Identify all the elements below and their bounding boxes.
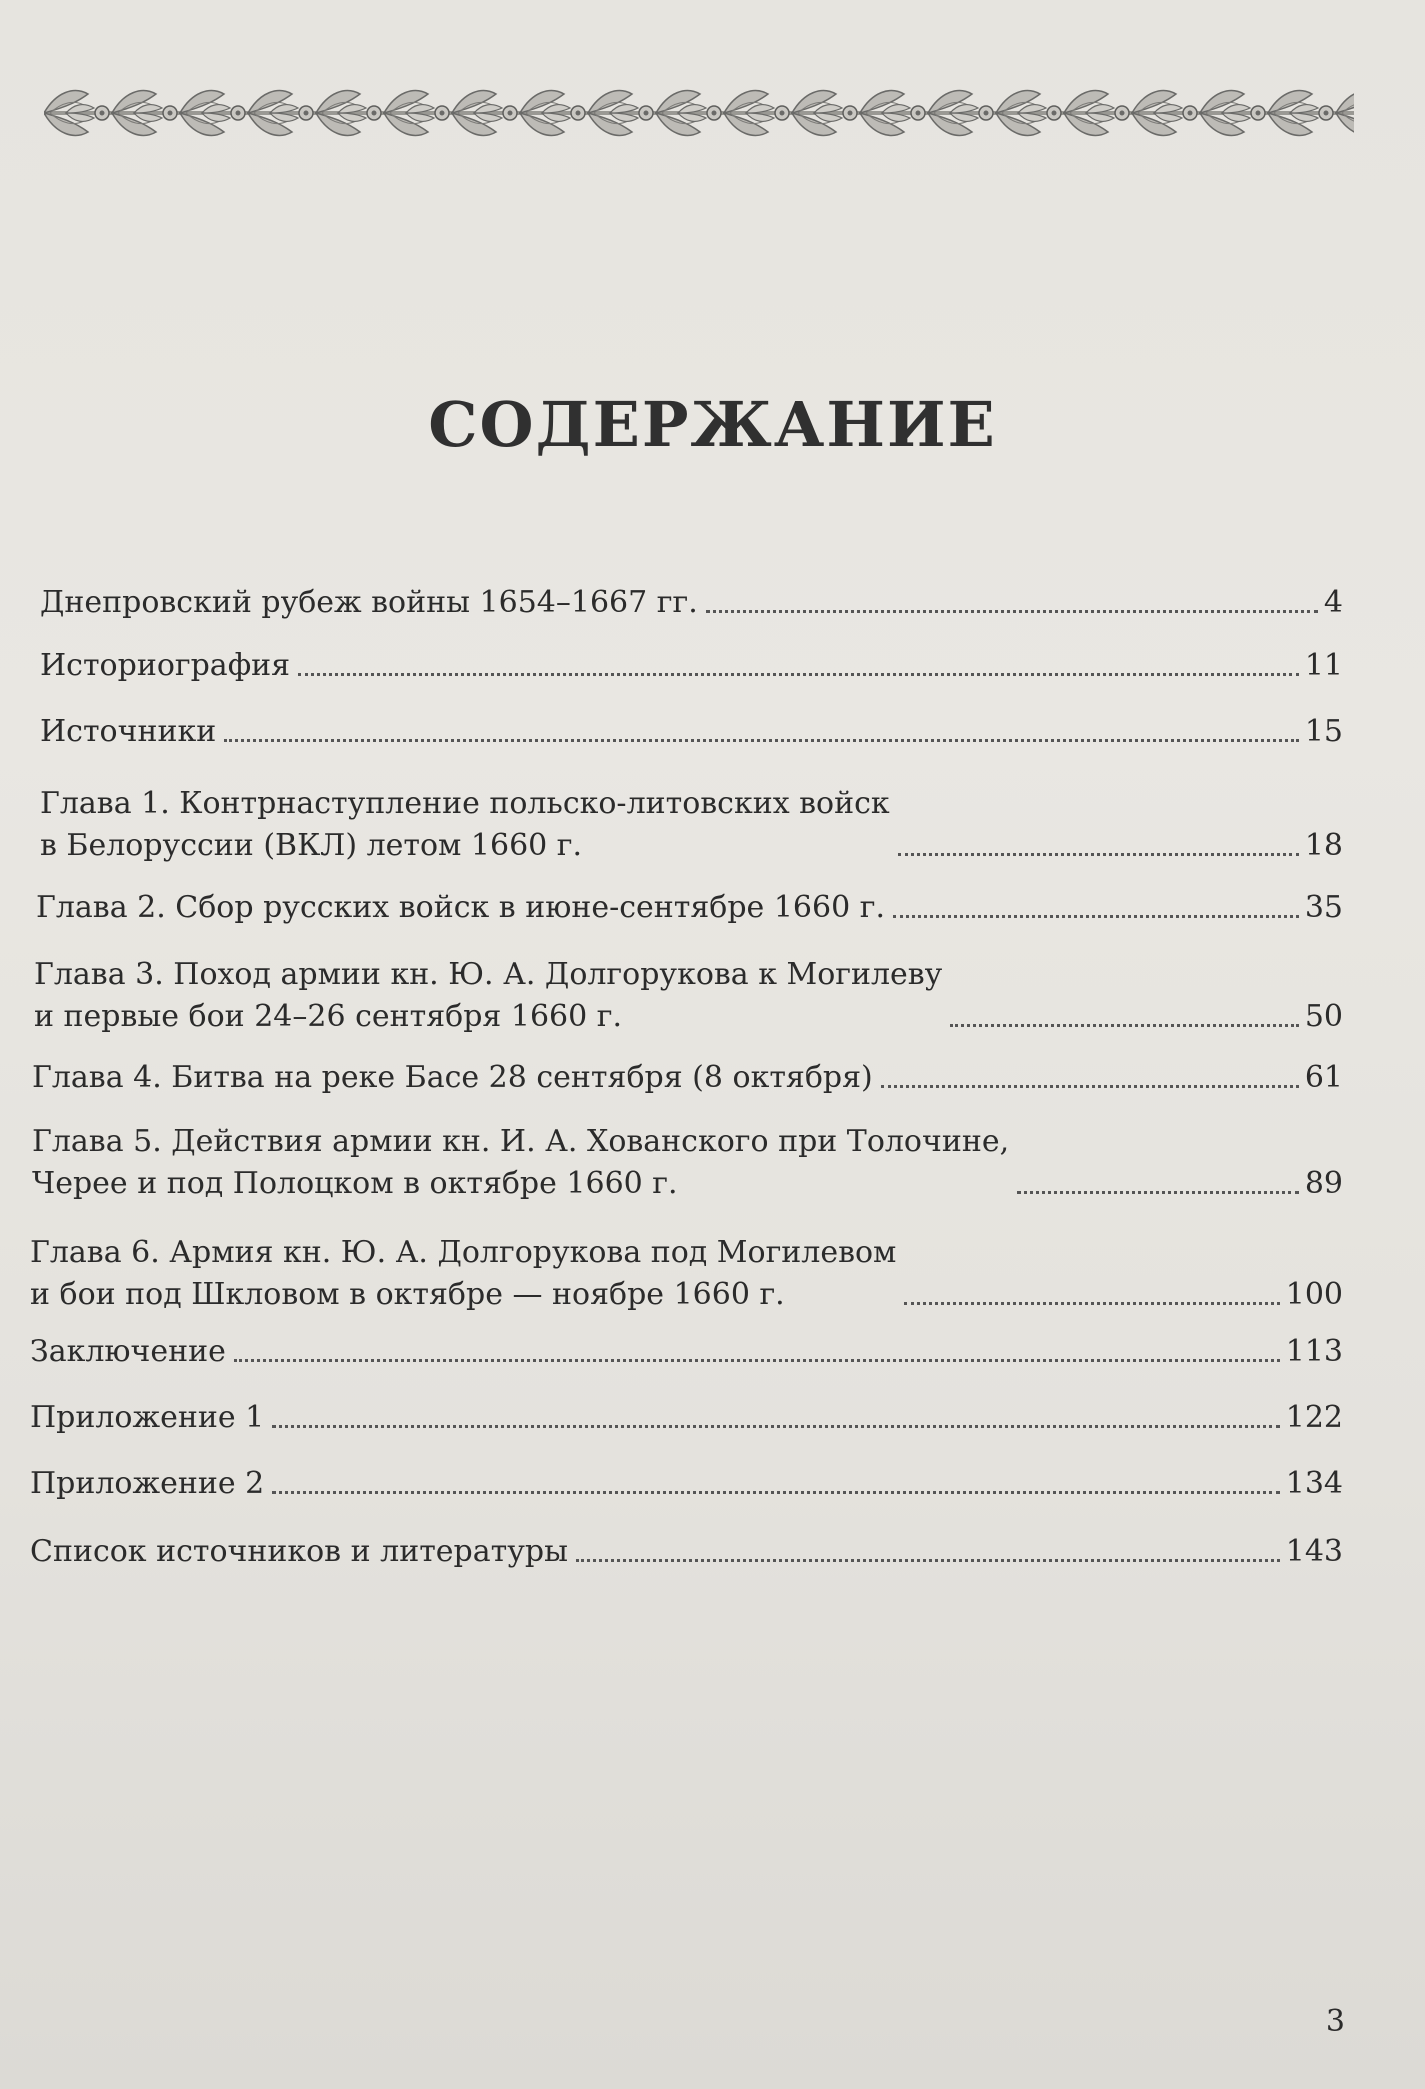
toc-entry[interactable] (30, 1397, 1343, 1439)
dot-leader (272, 1491, 1280, 1494)
toc-entry-title (30, 1397, 264, 1439)
toc-entry-title-line: Глава 2. Сбор русских войск в июне-сентябре 1660 г. (36, 890, 885, 925)
dot-leader (224, 739, 1299, 742)
toc-entry-page: 61 (1304, 1060, 1343, 1095)
toc-entry-page: 50 (1304, 999, 1343, 1034)
toc-entry-page: 143 (1285, 1534, 1343, 1569)
dot-leader (950, 1024, 1298, 1027)
toc-entry-title-line: в Белоруссии (ВКЛ) летом 1660 г. (40, 828, 583, 863)
page-number: 3 (1325, 2004, 1345, 2039)
toc-entry-title (32, 1057, 873, 1099)
toc-entry-title-line: Приложение 2 (30, 1466, 265, 1501)
toc-entry[interactable] (40, 582, 1343, 624)
toc-entry-page: 89 (1304, 1166, 1343, 1201)
dot-leader (272, 1425, 1280, 1428)
toc-entry[interactable] (40, 783, 1343, 867)
toc-entry-title-line: Глава 5. Действия армии кн. И. А. Хованского при Толочине, (32, 1124, 1010, 1159)
toc-entry[interactable] (30, 1331, 1343, 1373)
toc-entry[interactable] (32, 1121, 1343, 1205)
toc-entry-title-line: Глава 6. Армия кн. Ю. А. Долгорукова под Могилевом (30, 1235, 897, 1270)
dot-leader (706, 610, 1318, 613)
toc-entry-title-line: Список источников и литературы (30, 1534, 568, 1569)
dot-leader (904, 1302, 1279, 1305)
toc-entry-title-line: Заключение (30, 1334, 226, 1369)
dot-leader (898, 853, 1299, 856)
toc-entry-page: 11 (1304, 648, 1343, 683)
dot-leader (234, 1359, 1280, 1362)
toc-entry-title (40, 783, 890, 867)
toc-entry-title (36, 887, 885, 929)
toc-entry-title (30, 1331, 226, 1373)
toc-entry-title (30, 1463, 264, 1505)
toc-entry-title-line: Источники (40, 714, 217, 749)
toc-entry-title-line: Глава 4. Битва на реке Басе 28 сентября (8 октября) (32, 1060, 873, 1095)
toc-entry-page: 134 (1285, 1466, 1343, 1501)
toc-entry[interactable] (32, 1057, 1343, 1099)
toc-entry[interactable] (36, 887, 1343, 929)
toc-entry-title (40, 711, 216, 753)
dot-leader (1017, 1191, 1299, 1194)
toc-entry-title-line: Днепровский рубеж войны 1654–1667 гг. (40, 585, 698, 620)
toc-entry-title (40, 645, 290, 687)
toc-entry-title (40, 582, 698, 624)
toc-entry-title-line: и бои под Шкловом в октябре — ноябре 1660 г. (30, 1277, 785, 1312)
toc-entry-page: 18 (1304, 828, 1343, 863)
toc-entry[interactable] (30, 1531, 1343, 1573)
toc-entry-page: 100 (1285, 1277, 1343, 1312)
toc-entry-title-line: Приложение 1 (30, 1400, 265, 1435)
toc-entry-title (34, 954, 942, 1038)
dot-leader (576, 1559, 1280, 1562)
toc-entry-title-line: и первые бои 24–26 сентября 1660 г. (34, 999, 623, 1034)
page-title: СОДЕРЖАНИЕ (428, 388, 997, 461)
toc-entry-page: 15 (1304, 714, 1343, 749)
toc-entry-page: 4 (1323, 585, 1343, 620)
toc-entry-title-line: Глава 1. Контрнаступление польско-литовских войск (40, 786, 890, 821)
toc-entry[interactable] (34, 954, 1343, 1038)
toc-entry-title (30, 1531, 568, 1573)
toc-entry-title-line: Глава 3. Поход армии кн. Ю. А. Долгорукова к Могилеву (34, 957, 943, 992)
dot-leader (893, 915, 1299, 918)
toc-entry[interactable] (30, 1232, 1343, 1316)
toc-entry-title (32, 1121, 1009, 1205)
toc-entry-page: 35 (1304, 890, 1343, 925)
toc-entry-title-line: Историография (40, 648, 291, 683)
toc-entry[interactable] (40, 711, 1343, 753)
dot-leader (881, 1085, 1299, 1088)
toc-entry[interactable] (40, 645, 1343, 687)
toc-entry[interactable] (30, 1463, 1343, 1505)
dot-leader (298, 673, 1299, 676)
toc-entry-title (30, 1232, 896, 1316)
toc-entry-page: 113 (1285, 1334, 1343, 1369)
toc-entry-title-line: Черее и под Полоцком в октябре 1660 г. (32, 1166, 678, 1201)
toc-entry-page: 122 (1285, 1400, 1343, 1435)
